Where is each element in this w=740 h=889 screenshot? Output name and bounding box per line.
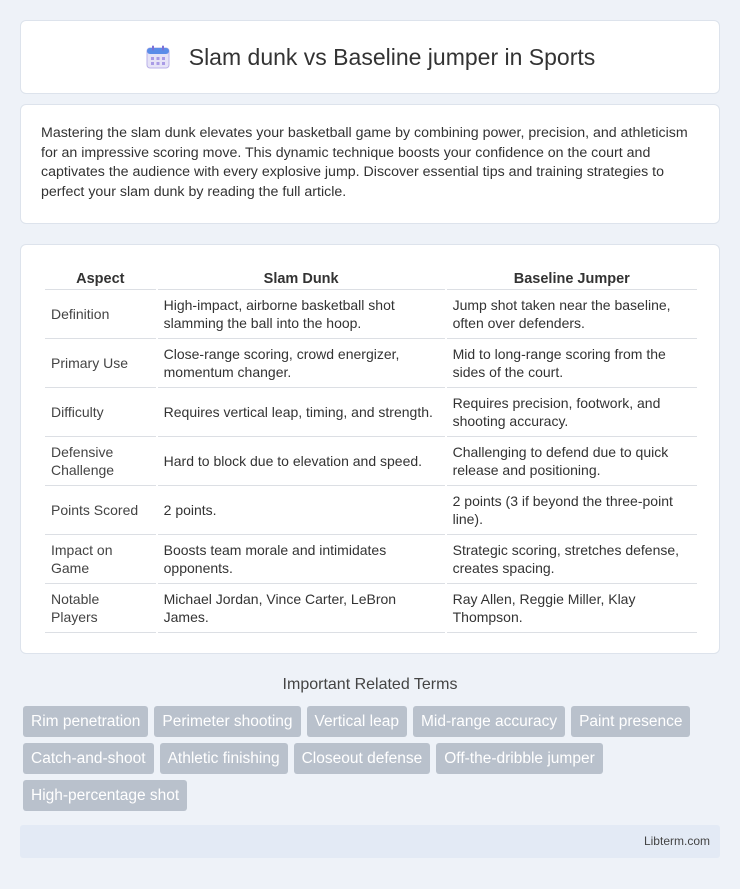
table-row (45, 437, 697, 486)
related-term-tag[interactable]: Closeout defense (294, 743, 431, 774)
table-row (45, 486, 697, 535)
related-term-tag[interactable]: Catch-and-shoot (23, 743, 154, 774)
table-row (45, 339, 697, 388)
row-baseline-jumper: Mid to long-range scoring from the sides of the court. (447, 339, 697, 388)
row-slam-dunk: 2 points. (158, 486, 445, 535)
related-terms-list (23, 706, 723, 817)
related-term-tag[interactable]: Vertical leap (307, 706, 407, 737)
related-term-tag[interactable]: Mid-range accuracy (413, 706, 565, 737)
row-baseline-jumper: Challenging to defend due to quick release and positioning. (447, 437, 697, 486)
row-slam-dunk: Boosts team morale and intimidates opponents. (158, 535, 445, 584)
header-card (20, 20, 720, 94)
related-term-tag[interactable]: High-percentage shot (23, 780, 187, 811)
header-slam-dunk: Slam Dunk (158, 265, 445, 290)
row-slam-dunk: Hard to block due to elevation and speed. (158, 437, 445, 486)
row-aspect: Difficulty (45, 388, 156, 437)
row-baseline-jumper: Strategic scoring, stretches defense, creates spacing. (447, 535, 697, 584)
row-aspect: Definition (45, 290, 156, 339)
row-slam-dunk: High-impact, airborne basketball shot slamming the ball into the hoop. (158, 290, 445, 339)
intro-text: Mastering the slam dunk elevates your basketball game by combining power, precision, and athleticism for an impressive scoring move. This dynamic technique boosts your confidence on the court and captivates the audience with every explosive jump. Discover essential tips and training strategies to perfect your slam dunk by reading the full article. (41, 125, 688, 200)
related-term-tag[interactable]: Athletic finishing (160, 743, 288, 774)
row-aspect: Defensive Challenge (45, 437, 156, 486)
comparison-table-card (20, 244, 720, 654)
table-row (45, 535, 697, 584)
related-term-tag[interactable]: Perimeter shooting (154, 706, 300, 737)
related-terms-title: Important Related Terms (282, 676, 458, 693)
footer (20, 825, 720, 858)
row-baseline-jumper: Requires precision, footwork, and shooting accuracy. (447, 388, 697, 437)
header-baseline-jumper: Baseline Jumper (447, 265, 697, 290)
page-title: Slam dunk vs Baseline jumper in Sports (188, 43, 596, 70)
header-aspect: Aspect (45, 265, 156, 290)
related-term-tag[interactable]: Paint presence (571, 706, 690, 737)
row-aspect: Notable Players (45, 584, 156, 633)
row-slam-dunk: Close-range scoring, crowd energizer, momentum changer. (158, 339, 445, 388)
table-header-row (45, 265, 697, 290)
row-aspect: Points Scored (45, 486, 156, 535)
row-slam-dunk: Requires vertical leap, timing, and strength. (158, 388, 445, 437)
table-row (45, 584, 697, 633)
row-aspect: Primary Use (45, 339, 156, 388)
row-slam-dunk: Michael Jordan, Vince Carter, LeBron James. (158, 584, 445, 633)
row-baseline-jumper: 2 points (3 if beyond the three-point line). (447, 486, 697, 535)
comparison-table (43, 265, 699, 633)
table-row (45, 290, 697, 339)
intro-card (20, 104, 720, 224)
row-baseline-jumper: Jump shot taken near the baseline, often over defenders. (447, 290, 697, 339)
calendar-icon (145, 44, 171, 70)
related-term-tag[interactable]: Off-the-dribble jumper (436, 743, 602, 774)
row-aspect: Impact on Game (45, 535, 156, 584)
row-baseline-jumper: Ray Allen, Reggie Miller, Klay Thompson. (447, 584, 697, 633)
table-row (45, 388, 697, 437)
related-term-tag[interactable]: Rim penetration (23, 706, 148, 737)
footer-brand-link[interactable]: Libterm.com (643, 834, 710, 848)
